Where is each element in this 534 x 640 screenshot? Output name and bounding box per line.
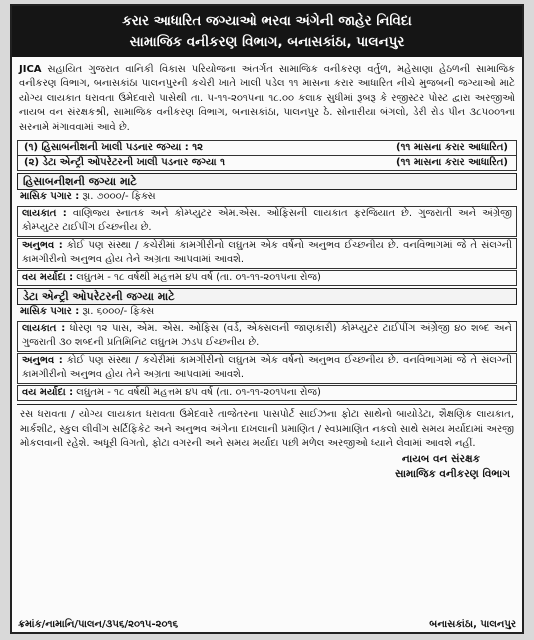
vacancy-term: (૧૧ માસના કરાર આધારિત) (396, 157, 508, 169)
section-heading: ડેટા એન્ટ્રી ઓપરેટરની જગ્યા માટે (17, 288, 517, 305)
jica-label: JICA (19, 64, 42, 75)
age-value: લઘુતમ - ૧૮ વર્ષથી મહત્તમ ૪૫ વર્ષ (તા. ૦૧-૧૧-૨૦૧૫ના રોજ) (73, 386, 321, 398)
qualification-label: લાયકાત : (22, 322, 66, 334)
qualification-label: લાયકાત : (22, 207, 67, 219)
operator-section (17, 288, 517, 401)
experience-label: અનુભવ : (22, 239, 63, 251)
qualification-value: વાણિજ્ય સ્નાતક અને કોમ્પ્યુટર એમ.એસ. ઓફિસની લાયકાત ફરજિયાત છે. ગુજરાતી અને અંગ્રેજી કોમ્પ્યુટર ટાઈપીંગ ઈચ્છનીય છે. (22, 207, 513, 234)
intro-text: સહાયિત ગુજરાત વાનિકી વિકાસ પરિયોજના અંતર્ગત સામાજિક વનીકરણ વર્તુળ, મહેસાણા હેઠળની સામાજિક વનીકરણ વિભાગ, બનાસકાંઠા પાલનપુરની કચેરી ખાતે ખાલી પડેલ ૧૧ માસના કરાર આધારિત નીચે મુજબની જગ્યાઓ માટે યોગ્ય લાયકાત ધરાવતા ઉમેદવારો પાસેથી તા. ૫-૧૧-૨૦૧૫ના ૧૮.૦૦ કલાક સુધીમાં રૂબરૂ કે રજીસ્ટર પોસ્ટ દ્વારા અરજીઓ નાયબ વન સંરક્ષકશ્રી, સામાજિક વનીકરણ વિભાગ, બનાસકાંઠા, પાલનપુર ઠે. સોનારીયા બંગલો, ડેરી રોડ પીન ૩૮૫૦૦૧ના સરનામે મંગાવવામાં આવે છે. (19, 64, 515, 133)
signatory-department: સામાજિક વનીકરણ વિભાગ (394, 467, 510, 480)
accountant-section (17, 173, 517, 286)
tender-notice (10, 4, 524, 634)
vacancy-row (18, 141, 516, 155)
age-label: વય મર્યાદા : (22, 386, 74, 398)
notice-header (12, 6, 522, 57)
salary-line (17, 305, 517, 320)
vacancy-row (18, 155, 516, 170)
experience-value: કોઈ પણ સંસ્થા / કચેરીમાં કામગીરીનો લઘુતમ એક વર્ષનો અનુભવ ઈચ્છનીય છે. વનવિભાગમાં જે તે સંલગ્ની કામગીરીનો અનુભવ હોય તેને અગ્રતા આપવામાં આવશે. (22, 354, 512, 381)
salary-label: માસિક પગાર : (20, 306, 80, 318)
age-label: વય મર્યાદા : (22, 271, 74, 283)
vacancy-label: (૧) હિસાબનીશની ખાલી પડનાર જગ્યા : ૧૨ (24, 142, 204, 154)
vacancy-term: (૧૧ માસના કરાર આધારિત) (396, 142, 508, 154)
notice-footer (12, 619, 522, 630)
salary-value: રૂા. ૬૦૦૦/- ફિક્સ (79, 306, 155, 318)
experience-line (17, 238, 517, 269)
experience-label: અનુભવ : (22, 354, 63, 366)
qualification-line (17, 321, 517, 352)
experience-value: કોઈ પણ સંસ્થા / કચેરીમાં કામગીરીનો લઘુતમ એક વર્ષનો અનુભવ ઈચ્છનીય છે. વનવિભાગમાં જે તે સંલગ્ની કામગીરીનો અનુભવ હોય તેને અગ્રતા આપવામાં આવશે. (22, 239, 512, 266)
salary-label: માસિક પગાર : (20, 191, 80, 203)
vacancy-list (17, 140, 517, 171)
qualification-line (17, 206, 517, 237)
notice-subtitle: સામાજિક વનીકરણ વિભાગ, બનાસકાંઠા, પાલનપુર (129, 34, 405, 50)
application-instructions: રસ ધરાવતા / યોગ્ય લાયકાત ધરાવતા ઉમેદવારે તાજેતરના પાસપોર્ટ સાઈઝના ફોટા સાથેનો બાયોડેટા, શૈક્ષણિક લાયકાત, માર્કશીટ, સ્કુલ લીવીંગ સર્ટિફિકેટ અને અનુભવ અંગેના દાખલાની પ્રમાણિત / સ્વપ્રમાણિત નકલો સાથે સમય મર્યાદામાં અરજી મોકલવાની રહેશે. અધૂરી વિગતો, ફોટા વગરની અને સમય મર્યાદા પછી મળેલ અરજીઓ ધ્યાને લેવામાં આવશે નહીં. (17, 404, 517, 452)
age-line (17, 385, 517, 402)
reference-number: ક્રમાંક/નામાનિ/પાલન/૩૫૬/૨૦૧૫-૨૦૧૬ (18, 619, 179, 630)
intro-paragraph (12, 57, 522, 138)
section-heading: હિસાબનીશની જગ્યા માટે (17, 173, 517, 190)
salary-line (17, 190, 517, 205)
age-value: લઘુતમ - ૧૮ વર્ષથી મહત્તમ ૪૫ વર્ષ (તા. ૦૧-૧૧-૨૦૧૫ના રોજ) (73, 271, 321, 283)
notice-title: કરાર આધારિત જગ્યાઓ ભરવા અંગેની જાહેર નિવિદા (122, 13, 412, 29)
signatory-location: બનાસકાંઠા, પાલનપુર (429, 619, 516, 630)
experience-line (17, 353, 517, 384)
signatory-title: નાયબ વન સંરક્ષક (401, 452, 480, 465)
age-line (17, 270, 517, 287)
signature-block (12, 452, 522, 482)
qualification-value: ધોરણ ૧૨ પાસ, એમ. એસ. ઓફિસ (વર્ડ, એક્સલની જાણકારી) કોમ્પ્યુટર ટાઈપીંગ અંગ્રેજી ૪૦ શબ્દ અને ગુજરાતી ૩૦ શબ્દની પ્રતિમિનિટ લઘુતમ ઝડપ ઈચ્છનીય છે. (22, 322, 513, 349)
salary-value: રૂા. ૭૦૦૦/- ફિક્સ (79, 191, 156, 203)
vacancy-label: (૨) ડેટા એન્ટ્રી ઓપરેટરની ખાલી પડનાર જગ્યા ૧ (24, 157, 225, 169)
